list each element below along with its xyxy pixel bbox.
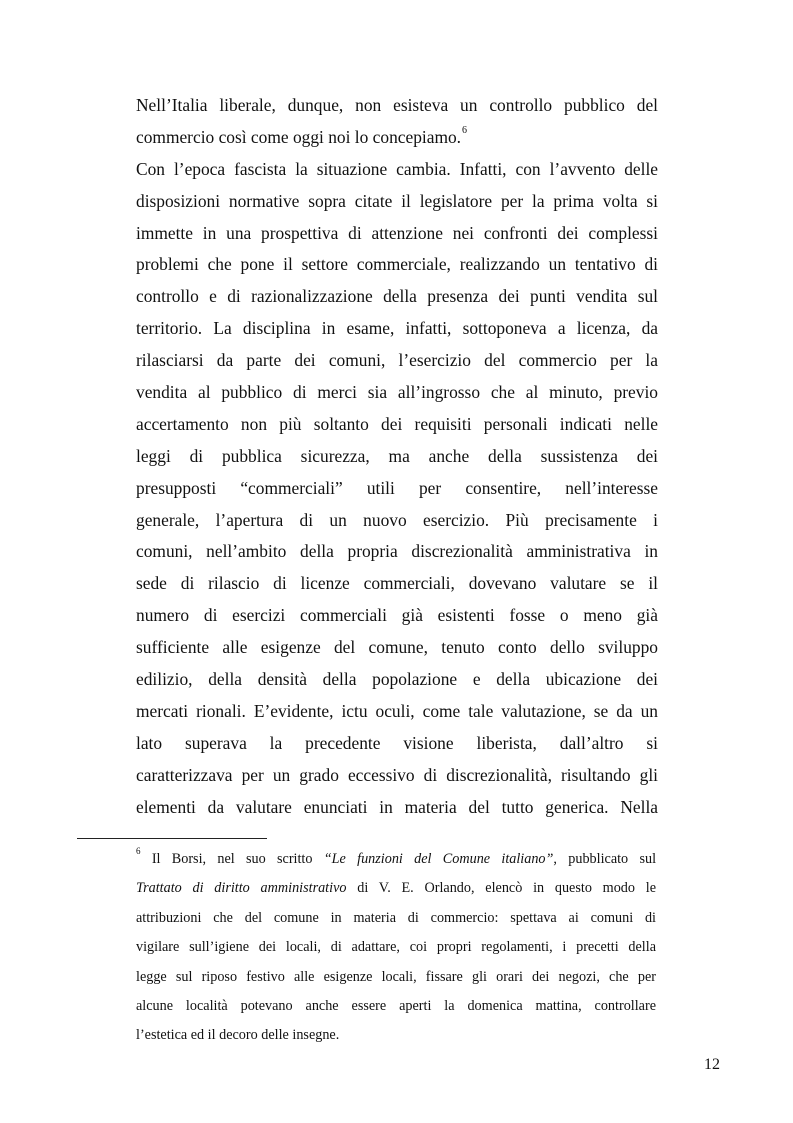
footnote-line: alcune località potevano anche essere aperti la domenica mattina, controllare: [136, 997, 656, 1014]
footnote-line: [136, 845, 656, 874]
footnote-line: legge sul riposo festivo alle esigenze locali, fissare gli orari dei negozi, che per: [136, 968, 656, 985]
text-line: disposizioni normative sopra citate il legislatore per la prima volta si: [136, 190, 658, 211]
footnote-cited-title: “Le funzioni del Comune italiano”: [323, 851, 554, 867]
text-line: comuni, nell’ambito della propria discrezionalità amministrativa in: [136, 541, 658, 562]
text-line: [136, 122, 658, 154]
text-line: accertamento non più soltanto dei requisiti personali indicati nelle: [136, 413, 658, 434]
text-line: controllo e di razionalizzazione della presenza dei punti vendita sul: [136, 286, 658, 307]
footnote-line: [136, 874, 656, 903]
footnote-line: vigilare sull’igiene dei locali, di adattare, coi propri regolamenti, i precetti della: [136, 939, 656, 956]
main-text: [136, 90, 658, 823]
text-line: lato superava la precedente visione liberista, dall’altro si: [136, 732, 658, 753]
text-line: edilizio, della densità della popolazione e della ubicazione dei: [136, 669, 658, 690]
footnote-6: [136, 845, 656, 1051]
text-line-content: commercio così come oggi noi lo concepiamo.: [136, 126, 462, 147]
text-line: Con l’epoca fascista la situazione cambia. Infatti, con l’avvento delle: [136, 158, 658, 179]
footnote-text: di V. E. Orlando, elencò in questo modo le: [346, 880, 656, 897]
text-line: elementi da valutare enunciati in materia del tutto generica. Nella: [136, 796, 658, 817]
footnote-cited-work: Trattato di diritto amministrativo: [136, 880, 347, 897]
text-line: numero di esercizi commerciali già esistenti fosse o meno già: [136, 605, 658, 626]
text-line: presupposti “commerciali” utili per consentire, nell’interesse: [136, 477, 658, 498]
text-line: caratterizzava per un grado eccessivo di discrezionalità, risultando gli: [136, 764, 658, 785]
text-line: territorio. La disciplina in esame, infatti, sottoponeva a licenza, da: [136, 318, 658, 339]
footnote-text: Il Borsi, nel suo scritto: [151, 851, 324, 867]
text-line: leggi di pubblica sicurezza, ma anche della sussistenza dei: [136, 445, 658, 466]
footnote-line: attribuzioni che del comune in materia di commercio: spettava ai comuni di: [136, 909, 656, 926]
text-line: mercati rionali. E’evidente, ictu oculi, come tale valutazione, se da un: [136, 700, 658, 721]
footnote-reference: 6: [462, 125, 468, 137]
text-line: vendita al pubblico di merci sia all’ingrosso che al minuto, previo: [136, 382, 658, 403]
text-line: generale, l’apertura di un nuovo esercizio. Più precisamente i: [136, 509, 658, 530]
footnote-text: , pubblicato sul: [553, 851, 656, 867]
text-line: sede di rilascio di licenze commerciali, dovevano valutare se il: [136, 573, 658, 594]
text-line: immette in una prospettiva di attenzione nei confronti dei complessi: [136, 222, 658, 243]
page-number: 12: [704, 1056, 720, 1073]
text-line: rilasciarsi da parte dei comuni, l’esercizio del commercio per la: [136, 350, 658, 371]
footnote-number: 6: [136, 846, 141, 857]
text-line: Nell’Italia liberale, dunque, non esisteva un controllo pubblico del: [136, 95, 658, 115]
text-line: sufficiente alle esigenze del comune, tenuto conto dello sviluppo: [136, 637, 658, 658]
text-line: problemi che pone il settore commerciale, realizzando un tentativo di: [136, 254, 658, 275]
footnote-line: l’estetica ed il decoro delle insegne.: [136, 1027, 340, 1044]
footnote-separator: [77, 838, 267, 839]
